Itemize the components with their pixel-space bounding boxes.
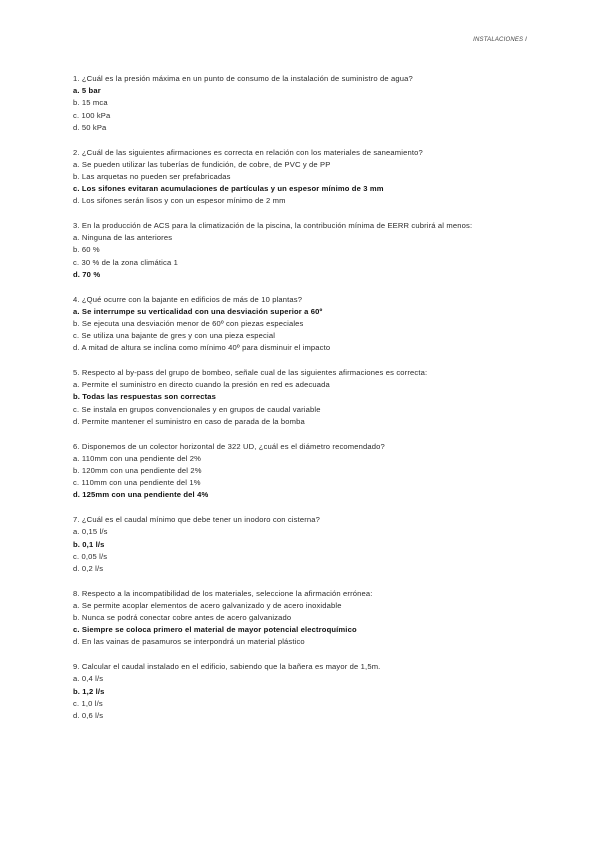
answer-option: a. 110mm con una pendiente del 2% — [73, 453, 202, 463]
answer-option-correct: c. Siempre se coloca primero el material de mayor potencial electroquímico — [73, 625, 357, 635]
question-9 — [73, 661, 528, 722]
question-5 — [73, 367, 528, 428]
answer-option-correct: d. 70 % — [73, 269, 101, 279]
question-text: 7. ¿Cuál es el caudal mínimo que debe tener un inodoro con cisterna? — [73, 515, 321, 525]
question-text: 4. ¿Qué ocurre con la bajante en edificios de más de 10 plantas? — [73, 294, 303, 304]
answer-option: a. Se pueden utilizar las tuberías de fundición, de cobre, de PVC y de PP — [73, 159, 331, 169]
answer-option-correct: b. 0,1 l/s — [73, 539, 105, 549]
answer-option: a. Se permite acoplar elementos de acero galvanizado y de acero inoxidable — [73, 600, 342, 610]
answer-option: d. En las vainas de pasamuros se interpondrá un material plástico — [73, 637, 305, 647]
question-text: 9. Calcular el caudal instalado en el edificio, sabiendo que la bañera es mayor de 1,5m. — [73, 662, 381, 672]
question-3 — [73, 220, 528, 281]
answer-option: d. 0,2 l/s — [73, 563, 104, 573]
answer-option: d. 0,6 l/s — [73, 710, 104, 720]
question-text: 6. Disponemos de un colector horizontal de 322 UD, ¿cuál es el diámetro recomendado? — [73, 441, 385, 451]
answer-option: b. 15 mca — [73, 98, 108, 108]
answer-option: c. Se utiliza una bajante de gres y con una pieza especial — [73, 331, 276, 341]
answer-option: c. 30 % de la zona climática 1 — [73, 257, 178, 267]
question-6 — [73, 441, 528, 502]
answer-option-correct: a. Se interrumpe su verticalidad con una desviación superior a 60º — [73, 306, 323, 316]
answer-option: b. Nunca se podrá conectar cobre antes de acero galvanizado — [73, 613, 292, 623]
answer-option: c. 0,05 l/s — [73, 551, 108, 561]
answer-option: b. Se ejecuta una desviación menor de 60º con piezas especiales — [73, 318, 304, 328]
answer-option: a. 0,4 l/s — [73, 674, 104, 684]
answer-option-correct: a. 5 bar — [73, 86, 101, 96]
answer-option: a. Ninguna de las anteriores — [73, 233, 173, 243]
question-2 — [73, 147, 528, 208]
answer-option-correct: c. Los sifones evitaran acumulaciones de partículas y un espesor mínimo de 3 mm — [73, 184, 384, 194]
question-1 — [73, 73, 528, 134]
question-8 — [73, 588, 528, 649]
page-header: INSTALACIONES I — [473, 37, 527, 43]
answer-option: c. 100 kPa — [73, 110, 111, 120]
answer-option-correct: b. Todas las respuestas son correctas — [73, 392, 216, 402]
answer-option: b. 60 % — [73, 245, 100, 255]
question-text: 1. ¿Cuál es la presión máxima en un punto de consumo de la instalación de suministro de agua? — [73, 74, 413, 83]
question-text: 3. En la producción de ACS para la climatización de la piscina, la contribución mínima de EERR cubrirá al menos: — [73, 221, 473, 231]
answer-option: c. Se instala en grupos convencionales y en grupos de caudal variable — [73, 404, 321, 414]
answer-option: c. 110mm con una pendiente del 1% — [73, 478, 201, 488]
answer-option: a. Permite el suministro en directo cuando la presión en red es adecuada — [73, 380, 330, 390]
question-text: 8. Respecto a la incompatibilidad de los materiales, seleccione la afirmación errónea: — [73, 588, 373, 598]
answer-option: d. Los sifones serán lisos y con un espesor mínimo de 2 mm — [73, 196, 286, 206]
answer-option-correct: d. 125mm con una pendiente del 4% — [73, 490, 209, 500]
question-4 — [73, 294, 528, 355]
answer-option: b. Las arquetas no pueden ser prefabricadas — [73, 171, 231, 181]
question-list — [73, 73, 528, 735]
answer-option-correct: b. 1,2 l/s — [73, 686, 105, 696]
answer-option: d. A mitad de altura se inclina como mínimo 40º para disminuir el impacto — [73, 343, 331, 353]
answer-option: a. 0,15 l/s — [73, 527, 108, 537]
question-text: 2. ¿Cuál de las siguientes afirmaciones es correcta en relación con los materiales de saneamiento? — [73, 147, 423, 157]
answer-option: c. 1,0 l/s — [73, 698, 103, 708]
question-text: 5. Respecto al by-pass del grupo de bombeo, señale cual de las siguientes afirmaciones es correcta: — [73, 368, 428, 378]
question-7 — [73, 514, 528, 575]
answer-option: b. 120mm con una pendiente del 2% — [73, 465, 202, 475]
answer-option: d. 50 kPa — [73, 122, 107, 132]
answer-option: d. Permite mantener el suministro en caso de parada de la bomba — [73, 416, 305, 426]
